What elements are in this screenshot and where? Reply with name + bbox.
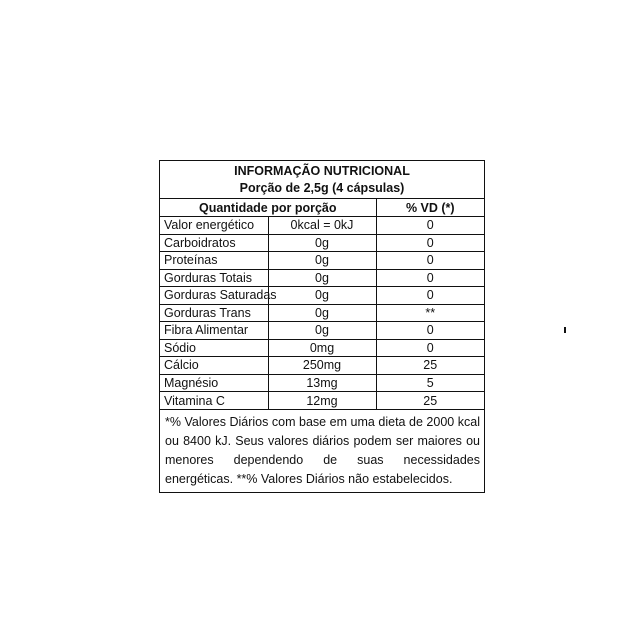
nutrient-vd: 0 — [376, 322, 484, 340]
nutrient-quantity: 250mg — [268, 357, 376, 375]
nutrient-quantity: 0g — [268, 234, 376, 252]
table-row — [160, 339, 484, 357]
nutrient-vd: 0 — [376, 287, 484, 305]
vd-column-header: % VD (*) — [376, 199, 484, 217]
nutrient-name: Valor energético — [160, 217, 268, 235]
nutrition-table — [160, 199, 484, 409]
nutrient-name: Gorduras Totais — [160, 269, 268, 287]
table-row — [160, 217, 484, 235]
footnote: *% Valores Diários com base em uma dieta de 2000 kcal ou 8400 kJ. Seus valores diários podem ser maiores ou menores dependendo de suas necessidades energéticas. **% Valores Diários não estabelecidos. — [160, 409, 484, 492]
table-row — [160, 392, 484, 410]
table-row — [160, 287, 484, 305]
nutrient-quantity: 0g — [268, 304, 376, 322]
nutrient-name: Gorduras Trans — [160, 304, 268, 322]
nutrient-quantity: 13mg — [268, 374, 376, 392]
table-row — [160, 304, 484, 322]
column-header-row — [160, 199, 484, 217]
nutrient-name: Fibra Alimentar — [160, 322, 268, 340]
nutrient-vd: 0 — [376, 339, 484, 357]
nutrient-vd: 0 — [376, 269, 484, 287]
serving-size: Porção de 2,5g (4 cápsulas) — [239, 181, 405, 195]
nutrient-name: Sódio — [160, 339, 268, 357]
nutrient-quantity: 0mg — [268, 339, 376, 357]
nutrient-quantity: 0g — [268, 252, 376, 270]
stray-mark — [564, 327, 566, 333]
nutrient-name: Magnésio — [160, 374, 268, 392]
nutrient-name: Gorduras Saturadas — [160, 287, 268, 305]
table-row — [160, 252, 484, 270]
nutrient-name: Carboidratos — [160, 234, 268, 252]
table-row — [160, 357, 484, 375]
label-title: INFORMAÇÃO NUTRICIONAL — [234, 164, 410, 178]
nutrient-quantity: 0g — [268, 269, 376, 287]
nutrient-vd: 5 — [376, 374, 484, 392]
nutrient-name: Vitamina C — [160, 392, 268, 410]
nutrition-facts-label — [159, 160, 485, 493]
nutrient-quantity: 0kcal = 0kJ — [268, 217, 376, 235]
nutrient-vd: 0 — [376, 252, 484, 270]
table-row — [160, 269, 484, 287]
nutrient-quantity: 12mg — [268, 392, 376, 410]
nutrient-vd: 0 — [376, 217, 484, 235]
nutrient-quantity: 0g — [268, 322, 376, 340]
label-header — [160, 161, 484, 199]
nutrient-vd: ** — [376, 304, 484, 322]
table-row — [160, 374, 484, 392]
nutrient-name: Proteínas — [160, 252, 268, 270]
table-row — [160, 322, 484, 340]
nutrient-vd: 0 — [376, 234, 484, 252]
nutrient-vd: 25 — [376, 357, 484, 375]
nutrient-quantity: 0g — [268, 287, 376, 305]
nutrient-vd: 25 — [376, 392, 484, 410]
table-row — [160, 234, 484, 252]
quantity-column-header: Quantidade por porção — [160, 199, 376, 217]
nutrient-name: Cálcio — [160, 357, 268, 375]
